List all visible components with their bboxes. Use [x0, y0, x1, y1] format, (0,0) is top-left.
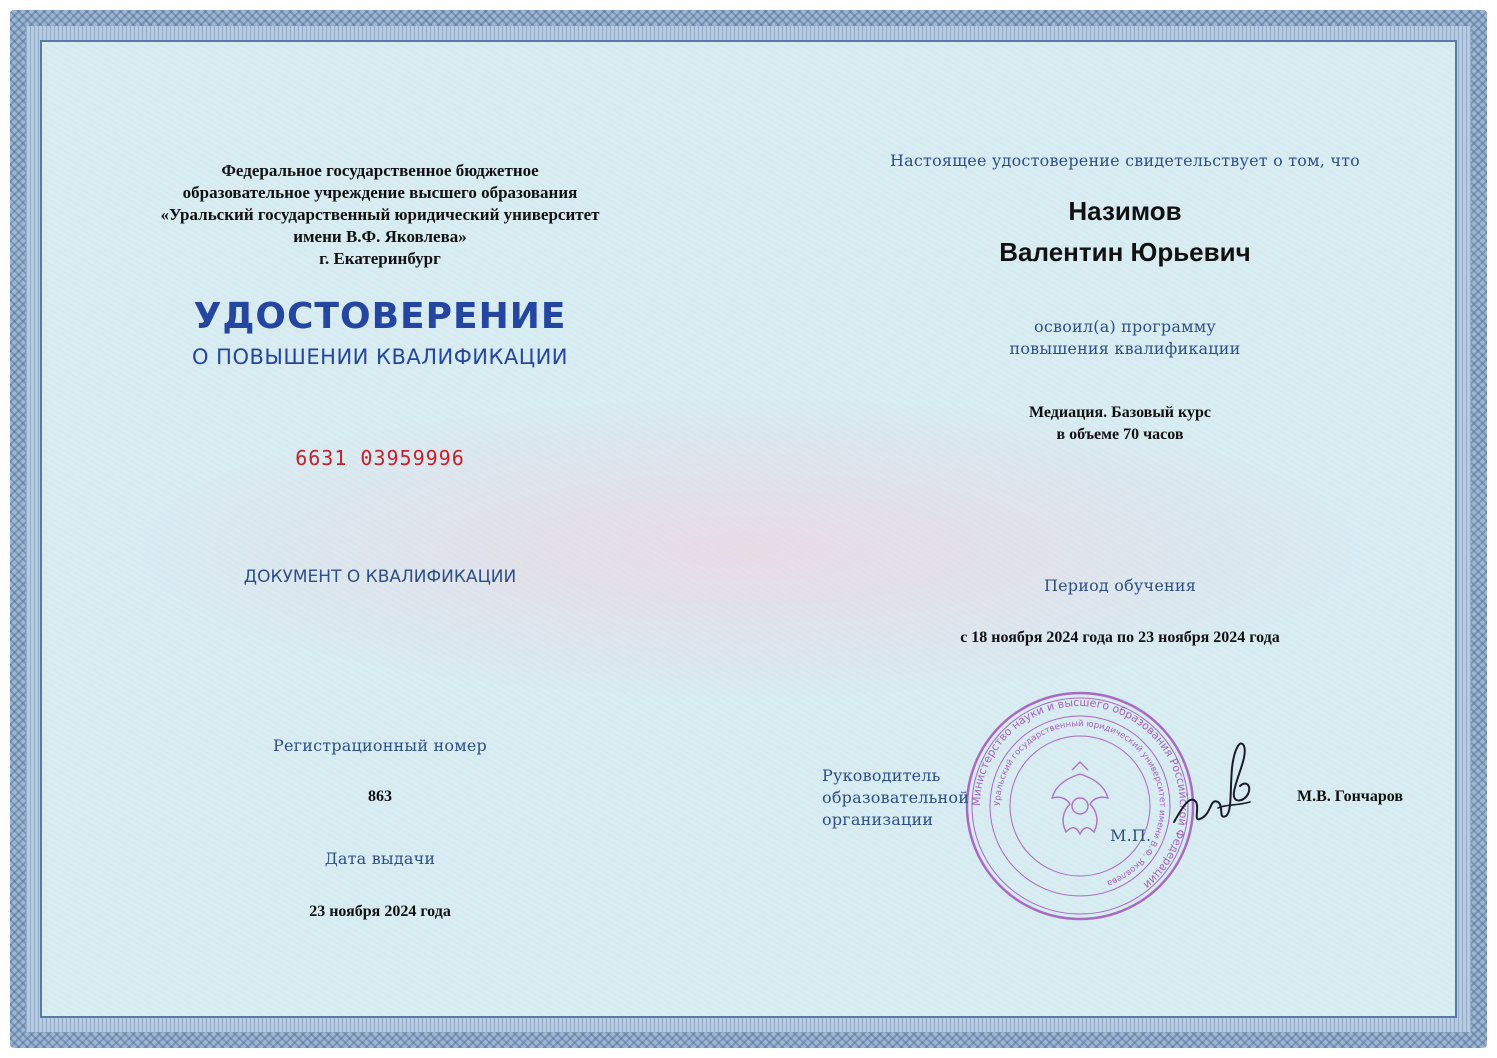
- period-label: Период обучения: [1043, 576, 1197, 595]
- organization-line: образовательное учреждение высшего образования: [182, 183, 578, 202]
- registration-number: 863: [368, 788, 392, 805]
- course-info: [920, 402, 1320, 446]
- head-label-line: Руководитель: [822, 766, 941, 785]
- holder-given-names: Валентин Юрьевич: [999, 237, 1251, 267]
- organization-name: [120, 160, 640, 270]
- registration-label: Регистрационный номер: [273, 736, 487, 755]
- certifies-text: Настоящее удостоверение свидетельствует о том, что: [889, 151, 1360, 170]
- serial-number: 6631 03959996: [295, 446, 465, 470]
- document-type: ДОКУМЕНТ О КВАЛИФИКАЦИИ: [243, 567, 517, 587]
- head-name: М.В. Гончаров: [1297, 788, 1403, 805]
- organization-line: имени В.Ф. Яковлева»: [293, 227, 467, 246]
- seal-inner-text: Уральский государственный юридический университет имени В.Ф. Яковлева: [992, 718, 1168, 889]
- program-label-line: освоил(а) программу: [1034, 317, 1216, 336]
- organization-line: «Уральский государственный юридический университет: [160, 205, 600, 224]
- program-label-line: повышения квалификации: [1009, 339, 1241, 358]
- program-label: [970, 316, 1280, 360]
- issue-date: 23 ноября 2024 года: [309, 903, 451, 920]
- document-subtitle: О ПОВЫШЕНИИ КВАЛИФИКАЦИИ: [191, 345, 569, 369]
- signature: [1160, 728, 1260, 838]
- organization-city: г. Екатеринбург: [319, 249, 441, 268]
- issue-date-label: Дата выдачи: [324, 849, 436, 868]
- course-name: Медиация. Базовый курс: [1028, 404, 1212, 421]
- holder-surname: Назимов: [1068, 196, 1182, 226]
- seal-outer-text: Министерство науки и высшего образования Российской Федерации: [969, 695, 1191, 892]
- head-label: [822, 765, 1082, 831]
- head-label-line: образовательной организации: [822, 788, 970, 829]
- document-title: УДОСТОВЕРЕНИЕ: [193, 296, 567, 337]
- seal-place-label: М.П.: [1110, 826, 1152, 845]
- study-period: с 18 ноября 2024 года по 23 ноября 2024 года: [960, 629, 1280, 646]
- organization-line: Федеральное государственное бюджетное: [221, 161, 539, 180]
- course-hours: в объеме 70 часов: [1056, 426, 1184, 443]
